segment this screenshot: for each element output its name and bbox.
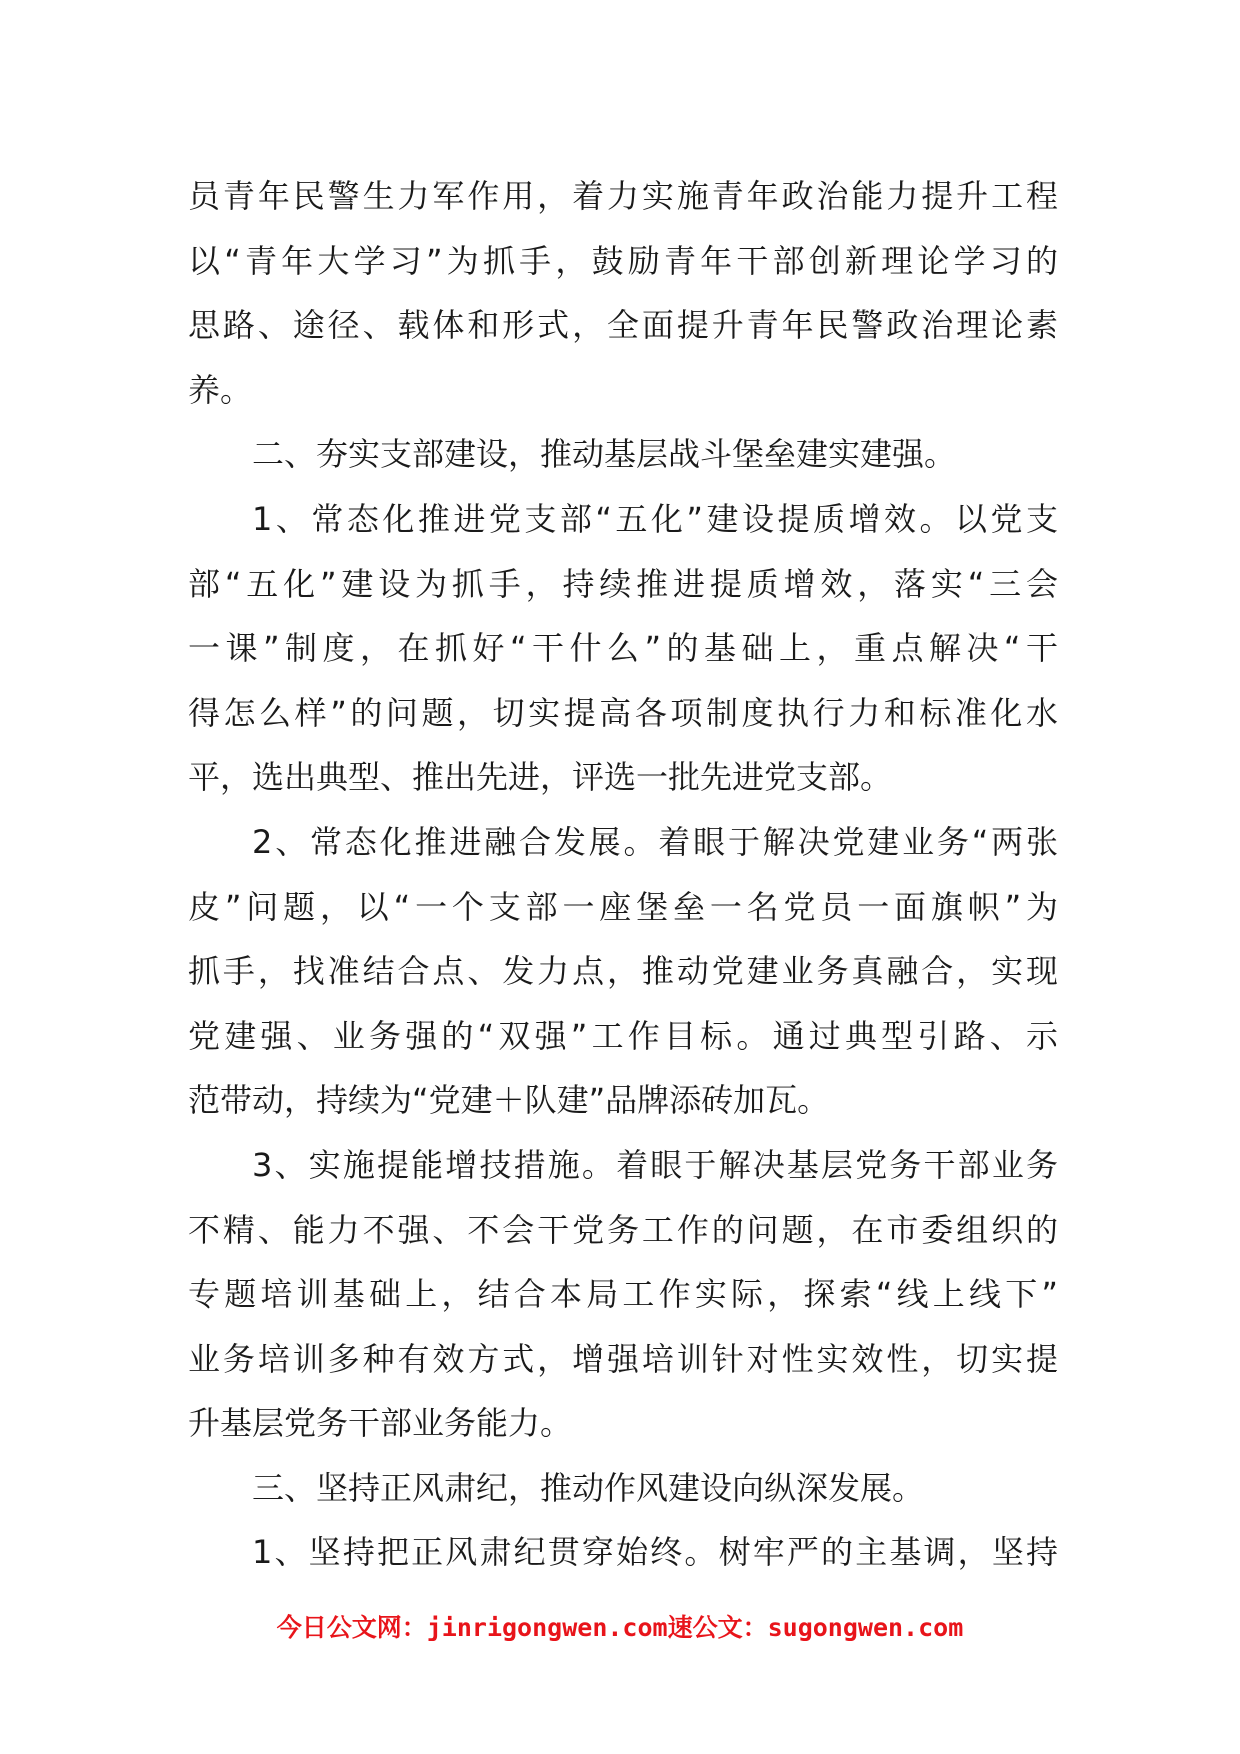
section-heading-2: 二、夯实支部建设，推动基层战斗堡垒建实建强。 [252,435,957,474]
body-line-4: 养。 [188,370,253,409]
body-line-14: 党建强、业务强的“双强”工作目标。通过典型引路、示 [188,1016,1058,1055]
body-line-12: 皮”问题，以“一个支部一座堡垒一名党员一面旗帜”为 [188,887,1058,926]
body-line-10: 平，选出典型、推出先进，评选一批先进党支部。 [188,758,893,797]
body-line-3: 思路、途径、载体和形式，全面提升青年民警政治理论素 [188,306,1058,345]
body-line-9: 得怎么样”的问题，切实提高各项制度执行力和标准化水 [188,693,1058,732]
body-line-15: 范带动，持续为“党建＋队建”品牌添砖加瓦。 [188,1081,830,1120]
body-line-16: 3、实施提能增技措施。着眼于解决基层党务干部业务 [252,1145,1058,1184]
footer-watermark [0,1608,1240,1644]
body-line-22: 1、坚持把正风肃纪贯穿始终。树牢严的主基调，坚持 [252,1533,1058,1572]
body-line-20: 升基层党务干部业务能力。 [188,1404,573,1443]
body-line-17: 不精、能力不强、不会干党务工作的问题，在市委组织的 [188,1210,1058,1249]
body-line-13: 抓手，找准结合点、发力点，推动党建业务真融合，实现 [188,952,1058,991]
footer-url-2[interactable]: sugongwen.com [767,1613,964,1642]
document-body [188,164,1058,1585]
body-line-18: 专题培训基础上，结合本局工作实际，探索“线上线下” [188,1275,1058,1314]
footer-url-1[interactable]: jinrigongwen.com [426,1613,668,1642]
body-line-1: 员青年民警生力军作用，着力实施青年政治能力提升工程 [188,177,1058,215]
body-line-2: 以“青年大学习”为抓手，鼓励青年干部创新理论学习的 [188,241,1058,280]
body-line-11: 2、常态化推进融合发展。着眼于解决党建业务“两张 [252,822,1058,861]
body-line-6: 1、常态化推进党支部“五化”建设提质增效。以党支 [252,499,1058,538]
section-heading-3: 三、坚持正风肃纪，推动作风建设向纵深发展。 [252,1468,925,1507]
footer-label-2: 速公文： [667,1613,768,1642]
body-line-19: 业务培训多种有效方式，增强培训针对性实效性，切实提 [188,1339,1058,1378]
footer-label-1: 今日公文网： [276,1613,427,1642]
body-line-8: 一课”制度，在抓好“干什么”的基础上，重点解决“干 [188,629,1058,668]
body-line-7: 部“五化”建设为抓手，持续推进提质增效，落实“三会 [188,564,1058,603]
